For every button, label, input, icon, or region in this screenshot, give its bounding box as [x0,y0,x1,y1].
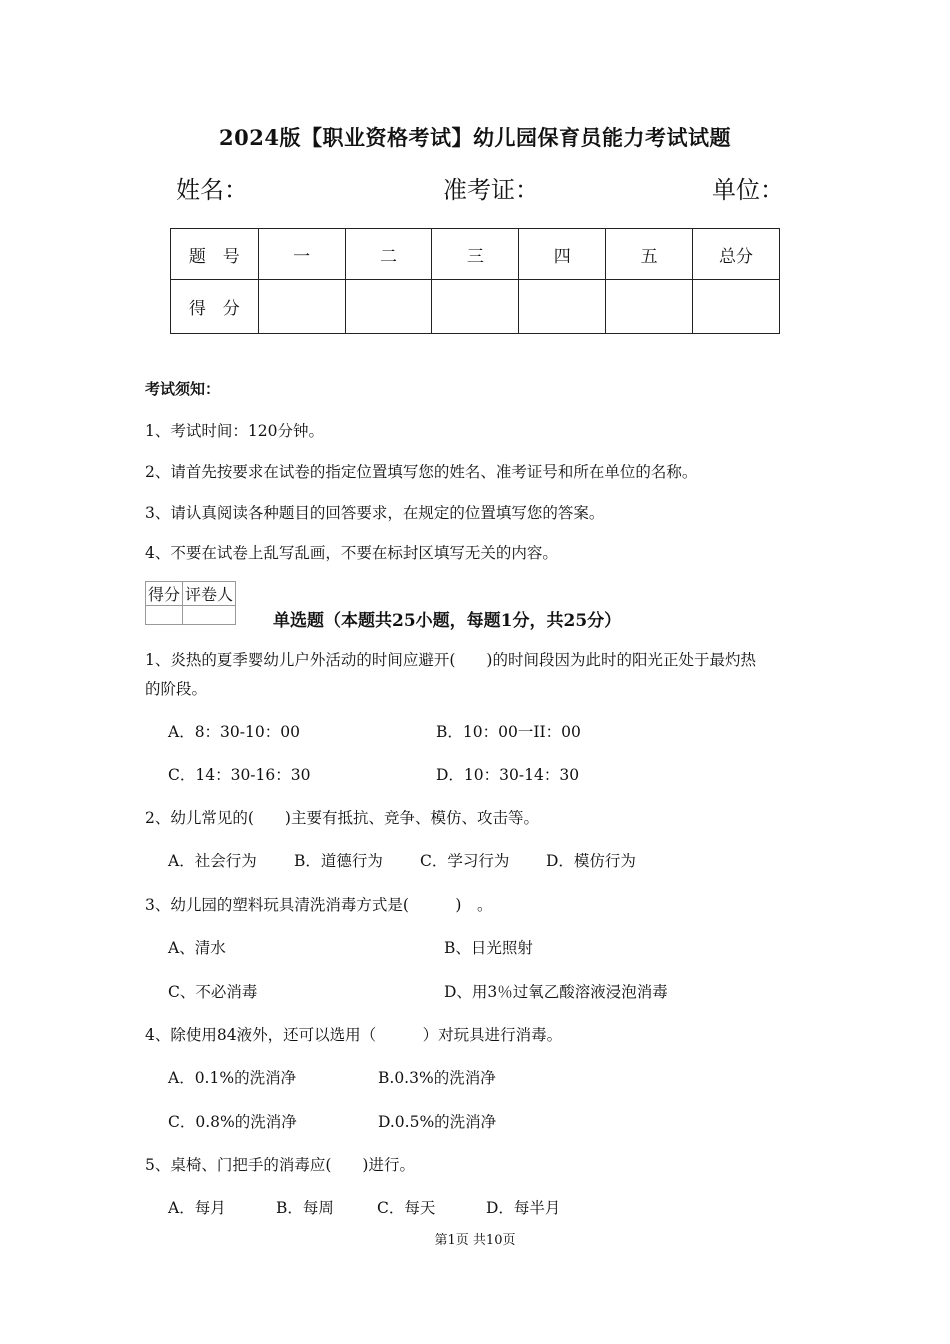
notice-item: 2、请首先按要求在试卷的指定位置填写您的姓名、准考证号和所在单位的名称。 [145,463,698,481]
question-2-stem: 2、幼儿常见的( )主要有抵抗、竞争、模仿、攻击等。 [145,809,539,827]
header-cell: 总分 [693,229,780,280]
grader-box-grader-label: 评卷人 [183,582,236,606]
q5-option-b[interactable]: B．每周 [276,1199,334,1217]
q3-option-c[interactable]: C、不必消毒 [168,983,258,1001]
question-1-stem-cont: 的阶段。 [145,680,208,698]
q4-option-b[interactable]: B.0.3%的洗消净 [378,1069,496,1087]
grader-box-score-label: 得分 [146,582,183,606]
q5-option-a[interactable]: A．每月 [168,1199,226,1217]
q1-option-b[interactable]: B．10：00一II：00 [436,723,581,741]
score-cell[interactable] [693,280,780,334]
q5-option-d[interactable]: D．每半月 [486,1199,561,1217]
q2-option-d[interactable]: D．模仿行为 [546,852,636,870]
section-title: 单选题（本题共25小题，每题1分，共25分） [273,611,622,631]
q3-option-a[interactable]: A、清水 [168,939,226,957]
score-table-score-row [171,280,780,334]
header-cell: 五 [606,229,693,280]
score-cell[interactable] [519,280,606,334]
row-label-cell: 得 分 [171,280,259,334]
header-cell: 四 [519,229,606,280]
question-5-stem: 5、桌椅、门把手的消毒应( )进行。 [145,1156,415,1174]
q2-option-b[interactable]: B．道德行为 [294,852,383,870]
grader-box [145,581,236,625]
q3-option-b[interactable]: B、日光照射 [444,939,533,957]
q4-option-a[interactable]: A．0.1%的洗消净 [168,1069,297,1087]
notice-item: 4、不要在试卷上乱写乱画，不要在标封区填写无关的内容。 [145,544,558,562]
score-cell[interactable] [432,280,519,334]
name-field-label: 姓名： [176,176,248,204]
page-title: 2024版【职业资格考试】幼儿园保育员能力考试试题 [219,125,731,150]
q4-option-c[interactable]: C．0.8%的洗消净 [168,1113,297,1131]
header-cell: 二 [345,229,432,280]
notice-item: 1、考试时间：120分钟。 [145,422,324,440]
header-cell: 一 [258,229,345,280]
q2-option-a[interactable]: A．社会行为 [168,852,257,870]
question-4-stem: 4、除使用84液外，还可以选用（ ）对玩具进行消毒。 [145,1026,563,1044]
score-table [170,228,780,334]
q5-option-c[interactable]: C．每天 [377,1199,436,1217]
q3-option-d[interactable]: D、用3％过氧乙酸溶液浸泡消毒 [444,983,668,1001]
q4-option-d[interactable]: D.0.5%的洗消净 [378,1113,497,1131]
page-footer: 第1页 共10页 [434,1233,516,1248]
q2-option-c[interactable]: C．学习行为 [420,852,510,870]
question-1-stem: 1、炎热的夏季婴幼儿户外活动的时间应避开( )的时间段因为此时的阳光正处于最灼热 [145,651,756,669]
grader-box-score-cell[interactable] [146,606,183,625]
ticket-field-label: 准考证： [443,176,539,204]
q1-option-a[interactable]: A．8：30-10：00 [168,723,300,741]
grader-box-grader-cell[interactable] [183,606,236,625]
score-cell[interactable] [258,280,345,334]
q1-option-d[interactable]: D．10：30-14：30 [436,766,580,784]
question-3-stem: 3、幼儿园的塑料玩具清洗消毒方式是( ) 。 [145,896,493,914]
header-cell: 题 号 [171,229,259,280]
unit-field-label: 单位： [712,176,784,204]
score-cell[interactable] [606,280,693,334]
notice-item: 3、请认真阅读各种题目的回答要求，在规定的位置填写您的答案。 [145,504,605,522]
header-cell: 三 [432,229,519,280]
score-cell[interactable] [345,280,432,334]
q1-option-c[interactable]: C．14：30-16：30 [168,766,311,784]
notice-heading: 考试须知： [145,380,221,398]
score-table-header-row [171,229,780,280]
